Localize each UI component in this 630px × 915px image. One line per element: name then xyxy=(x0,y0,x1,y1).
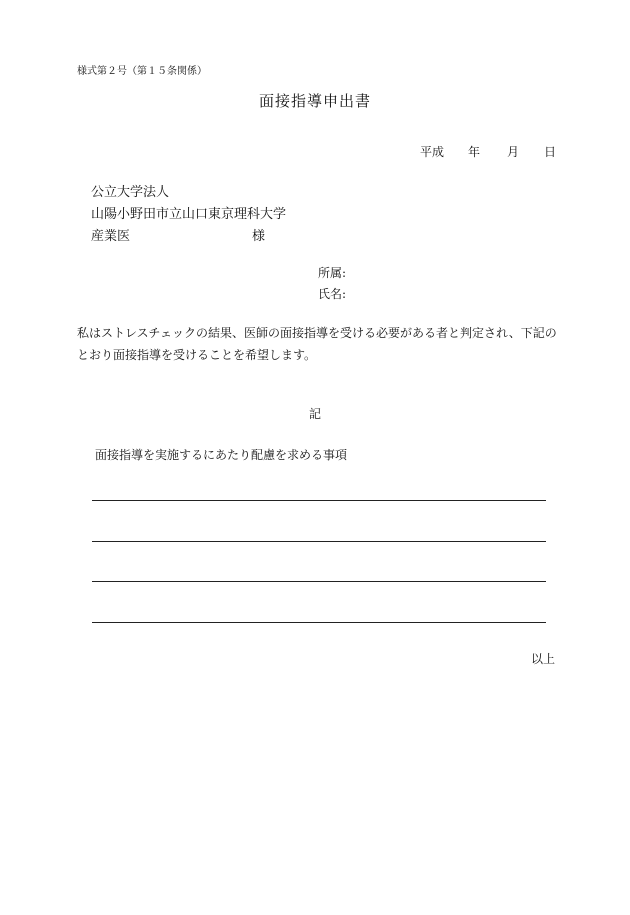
answer-line-4[interactable] xyxy=(92,622,546,623)
date-month: 月 xyxy=(507,145,520,159)
addressee-role: 産業医 xyxy=(91,229,131,244)
ki-heading: 記 xyxy=(308,407,321,421)
addressee-university: 山陽小野田市立山口東京理科大学 xyxy=(91,207,287,222)
answer-line-2[interactable] xyxy=(92,541,546,542)
date-year: 年 xyxy=(468,145,481,159)
addressee-organization: 公立大学法人 xyxy=(91,185,170,200)
consideration-item-heading: 面接指導を実施するにあたり配慮を求める事項 xyxy=(95,448,348,462)
affiliation-label: 所属: xyxy=(318,266,347,280)
closing-mark: 以上 xyxy=(531,652,556,666)
name-label: 氏名: xyxy=(318,287,347,301)
date-era: 平成 xyxy=(420,145,445,159)
addressee-honorific: 様 xyxy=(252,229,266,244)
form-number: 様式第２号（第１５条関係） xyxy=(77,66,207,77)
request-statement: 私はストレスチェックの結果、医師の面接指導を受ける必要がある者と判定され、下記のとおり面接指導を受けることを希望します。 xyxy=(77,326,557,362)
answer-line-1[interactable] xyxy=(92,500,546,501)
document-title: 面接指導申出書 xyxy=(258,92,371,110)
answer-line-3[interactable] xyxy=(92,581,546,582)
date-day: 日 xyxy=(544,145,557,159)
